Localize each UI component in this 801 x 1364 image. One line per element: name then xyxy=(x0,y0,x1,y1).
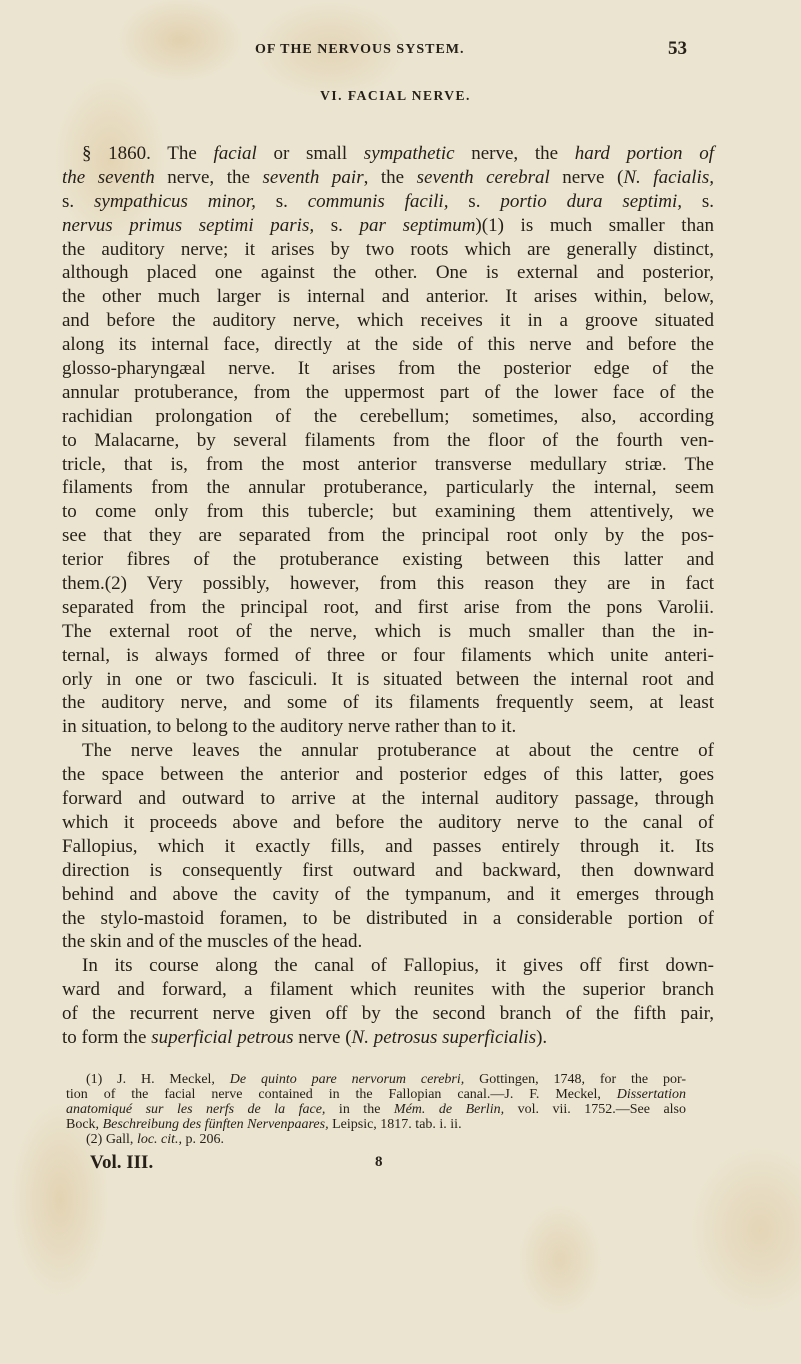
text-line xyxy=(62,142,714,166)
text-line xyxy=(62,405,714,429)
italic-text: superficial petrous xyxy=(151,1026,294,1048)
text-line xyxy=(62,166,714,190)
line-text: tricle, that is, from the most anterior transverse medullary striæ. The xyxy=(62,453,714,475)
line-text: Leipsic, 1817. tab. i. ii. xyxy=(328,1117,462,1132)
line-text: the auditory nerve; it arises by two roots which are generally distinct, xyxy=(62,238,714,260)
line-text: the space between the anterior and posterior edges of this latter, goes xyxy=(62,764,714,786)
line-text: , the xyxy=(363,166,417,188)
line-text: nerve ( xyxy=(549,166,624,188)
line-text: filaments from the annular protuberance, particularly the internal, seem xyxy=(62,477,714,499)
text-line xyxy=(62,357,714,381)
text-line xyxy=(62,691,714,715)
line-text: rachidian prolongation of the cerebellum; sometimes, also, according xyxy=(62,405,714,427)
line-text: to come only from this tubercle; but examining them attentively, we xyxy=(62,501,714,523)
italic-text: the seventh xyxy=(62,166,155,188)
footnote-line xyxy=(66,1102,686,1117)
body-text xyxy=(62,142,714,1050)
line-text: ward and forward, a filament which reunites with the superior branch xyxy=(62,979,714,1001)
text-line xyxy=(62,907,714,931)
line-text: s. xyxy=(255,190,308,212)
footnotes xyxy=(66,1072,686,1147)
line-text: Gottingen, 1748, for the por- xyxy=(464,1072,687,1087)
italic-text: facial xyxy=(213,143,257,164)
italic-text: N. facialis, xyxy=(623,166,714,188)
italic-text: nervus primus septimi paris, xyxy=(62,214,315,236)
line-text: ternal, is always formed of three or four filaments which unite anteri- xyxy=(62,644,714,666)
line-text: the auditory nerve, and some of its filaments frequently seem, at least xyxy=(62,692,714,714)
text-line xyxy=(62,763,714,787)
italic-text: De quinto pare nervorum cerebri, xyxy=(229,1072,465,1087)
line-text: which it proceeds above and before the auditory nerve to the canal of xyxy=(62,811,714,833)
line-text: s. xyxy=(314,214,360,236)
italic-text: Dissertation xyxy=(616,1087,686,1102)
text-line xyxy=(62,954,714,978)
footnote-line xyxy=(66,1117,686,1132)
italic-text: sympathicus minor, xyxy=(94,190,256,212)
text-line xyxy=(62,333,714,357)
text-line xyxy=(62,190,714,214)
line-text: the stylo-mastoid foramen, to be distributed in a considerable portion of xyxy=(62,907,714,929)
line-text: Fallopius, which it exactly fills, and passes entirely through it. Its xyxy=(62,835,714,857)
text-line xyxy=(62,1002,714,1026)
italic-text: sympathetic xyxy=(363,143,455,164)
line-text: Bock, xyxy=(66,1117,103,1132)
text-line xyxy=(62,261,714,285)
volume-label: Vol. III. xyxy=(90,1152,154,1173)
text-line xyxy=(62,739,714,763)
text-line xyxy=(62,476,714,500)
line-text: orly in one or two fasciculi. It is situated between the internal root and xyxy=(62,668,714,690)
line-text: separated from the principal root, and first arise from the pons Varolii. xyxy=(62,596,714,618)
footnote-line xyxy=(66,1072,686,1087)
line-text: terior fibres of the protuberance existing between this latter and xyxy=(62,549,714,571)
line-text: nerve ( xyxy=(293,1026,352,1048)
running-head xyxy=(0,38,801,62)
italic-text: communis facili, xyxy=(307,190,449,212)
italic-text: Beschreibung des fünften Nervenpaares, xyxy=(102,1117,329,1132)
italic-text: hard portion of xyxy=(574,143,715,164)
line-text: § 1860. The xyxy=(82,143,214,164)
text-line xyxy=(62,596,714,620)
line-text: ). xyxy=(536,1026,548,1048)
line-text: In its course along the canal of Fallopius, it gives off first down- xyxy=(82,955,714,977)
italic-text: seventh pair xyxy=(262,166,364,188)
text-line xyxy=(62,1026,714,1050)
text-line xyxy=(62,978,714,1002)
line-text: s. xyxy=(62,190,95,212)
text-line xyxy=(62,668,714,692)
line-text: The external root of the nerve, which is much smaller than the in- xyxy=(62,620,714,642)
italic-text: seventh cerebral xyxy=(416,166,550,188)
line-text: p. 206. xyxy=(182,1132,225,1147)
text-line xyxy=(62,787,714,811)
line-text: The nerve leaves the annular protuberance at about the centre of xyxy=(82,740,714,762)
line-text: in the xyxy=(325,1102,394,1117)
line-text: behind and above the cavity of the tympanum, and it emerges through xyxy=(62,883,714,905)
line-text: the other much larger is internal and anterior. It arises within, below, xyxy=(62,286,714,308)
text-line xyxy=(62,930,714,954)
italic-text: loc. cit., xyxy=(136,1132,183,1147)
line-text: in situation, to belong to the auditory nerve rather than to it. xyxy=(62,716,517,738)
text-line xyxy=(62,715,714,739)
text-line xyxy=(62,238,714,262)
section-heading: VI. FACIAL NERVE. xyxy=(320,88,471,103)
line-text: them.(2) Very possibly, however, from this reason they are in fact xyxy=(62,573,714,595)
line-text: along its internal face, directly at the side of this nerve and before the xyxy=(62,334,714,356)
line-text: or small xyxy=(256,143,364,164)
text-line xyxy=(62,500,714,524)
line-text: forward and outward to arrive at the internal auditory passage, through xyxy=(62,788,714,810)
text-line xyxy=(62,285,714,309)
text-line xyxy=(62,429,714,453)
italic-text: portio dura septimi, xyxy=(500,190,683,212)
text-line xyxy=(62,883,714,907)
text-line xyxy=(62,835,714,859)
line-text: annular protuberance, from the uppermost part of the lower face of the xyxy=(62,381,714,403)
line-text: direction is consequently first outward and backward, then downward xyxy=(62,859,714,881)
text-line xyxy=(62,214,714,238)
line-text: to Malacarne, by several filaments from the floor of the fourth ven- xyxy=(62,429,714,451)
line-text: (1) J. H. Meckel, xyxy=(86,1072,230,1087)
text-line xyxy=(62,548,714,572)
text-line xyxy=(62,620,714,644)
footnote-line xyxy=(66,1087,686,1102)
line-text: to form the xyxy=(62,1026,152,1048)
line-text: tion of the facial nerve contained in the Fallopian canal.—J. F. Meckel, xyxy=(66,1087,617,1102)
line-text: nerve, the xyxy=(154,166,263,188)
footnote-line xyxy=(66,1132,686,1147)
line-text: glosso-pharyngæal nerve. It arises from the posterior edge of the xyxy=(62,358,714,380)
signature-mark: 8 xyxy=(375,1154,383,1170)
line-text: s. xyxy=(682,190,715,212)
running-head-title: OF THE NERVOUS SYSTEM. xyxy=(255,42,465,57)
text-line xyxy=(62,859,714,883)
line-text: see that they are separated from the principal root only by the pos- xyxy=(62,525,714,547)
italic-text: par septimum xyxy=(359,214,476,236)
italic-text: N. petrosus superficialis xyxy=(351,1026,537,1048)
line-text: although placed one against the other. One is external and posterior, xyxy=(62,262,714,284)
italic-text: Mém. de Berlin, xyxy=(393,1102,505,1117)
line-text: and before the auditory nerve, which receives it in a groove situated xyxy=(62,310,714,332)
line-text: (2) Gall, xyxy=(86,1132,137,1147)
page-number: 53 xyxy=(668,38,687,59)
text-line xyxy=(62,524,714,548)
line-text: of the recurrent nerve given off by the second branch of the fifth pair, xyxy=(62,1003,714,1025)
line-text: )(1) is much smaller than xyxy=(475,214,715,236)
line-text: nerve, the xyxy=(454,143,575,164)
text-line xyxy=(62,644,714,668)
line-text: s. xyxy=(448,190,501,212)
text-line xyxy=(62,309,714,333)
text-line xyxy=(62,811,714,835)
text-line xyxy=(62,572,714,596)
line-text: the skin and of the muscles of the head. xyxy=(62,931,363,953)
text-line xyxy=(62,453,714,477)
line-text: vol. vii. 1752.—See also xyxy=(504,1102,686,1117)
italic-text: anatomiqué sur les nerfs de la face, xyxy=(66,1102,326,1117)
text-line xyxy=(62,381,714,405)
